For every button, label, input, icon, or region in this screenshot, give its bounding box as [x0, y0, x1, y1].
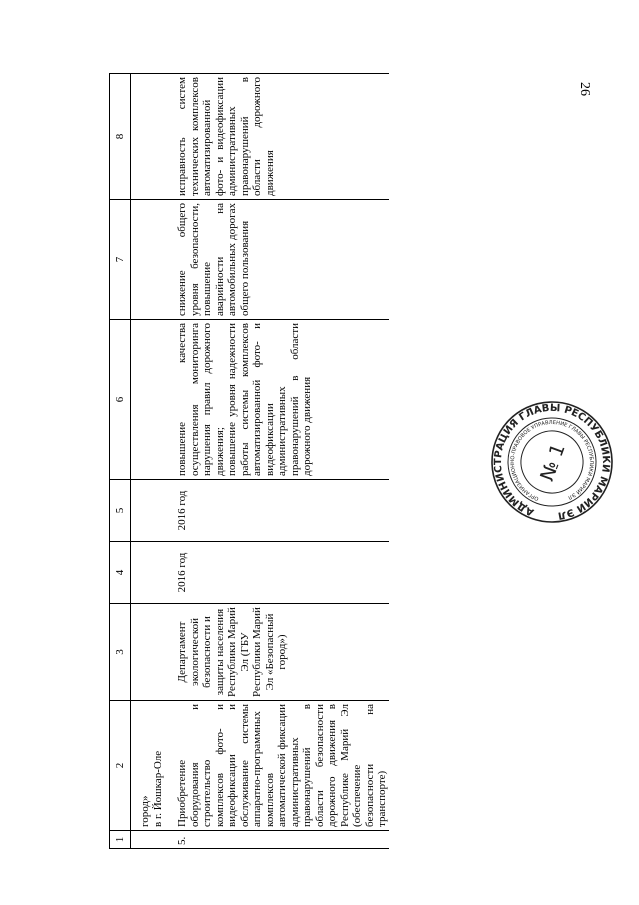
col-number-8: 8: [110, 74, 131, 200]
col-number-2: 2: [110, 701, 131, 831]
row-number: 5.: [176, 831, 389, 849]
continued-name-text: город» в г. Йошкар-Оле: [131, 701, 177, 831]
page-number: 26: [577, 82, 592, 96]
start-year: 2016 год: [176, 542, 389, 604]
expected-result: повышение качества осуществления мониторинга нарушения правил дорожного движения; повышение уровня надежности работы системы комплексов автоматизированной фото- и видеофиксации административных правонарушений в области дорожного движения: [176, 320, 389, 480]
measure-name: Приобретение оборудования и строительство комплексов фото- и видеофиксации и обслуживание системы аппаратно-программных комплексов автоматической фиксации административных правонарушений в области безопасности дорожного движения в Республике Марий Эл (обеспечение безопасности на транспорте): [176, 701, 389, 831]
column-number-row: [110, 74, 131, 849]
col-number-5: 5: [110, 480, 131, 542]
col-number-3: 3: [110, 604, 131, 701]
non-implementation-consequence: снижение общего уровня безопасности, повышение аварийности на автомобильных дорогах общего пользования: [176, 200, 389, 320]
continuation-row: [131, 74, 177, 849]
col-number-7: 7: [110, 200, 131, 320]
stamp-outer-text: АДМИНИСТРАЦИЯ ГЛАВЫ РЕСПУБЛИКИ МАРИЙ ЭЛ: [492, 402, 612, 521]
official-stamp: [490, 400, 614, 524]
stamp-inner-text: ОРГАНИЗАЦИОННО-ПРАВОВОЕ УПРАВЛЕНИЕ ГЛАВЫ РЕСПУБЛИКИ МАРИЙ ЭЛ: [509, 419, 595, 502]
stamp-number: № 1: [536, 440, 570, 484]
col-number-1: 1: [110, 831, 131, 849]
data-table: [109, 73, 389, 849]
end-year: 2016 год: [176, 480, 389, 542]
col-number-6: 6: [110, 320, 131, 480]
table-row: [176, 74, 389, 849]
col-number-4: 4: [110, 542, 131, 604]
executor: Департамент экологической безопасности и защиты населения Республики Марий Эл (ГБУ Республики Марий Эл «Безопасный город»): [176, 604, 389, 701]
indicator-link: исправность систем технических комплексов автоматизированной фото- и видеофиксации административных правонарушений в области дорожного движения: [176, 74, 389, 200]
